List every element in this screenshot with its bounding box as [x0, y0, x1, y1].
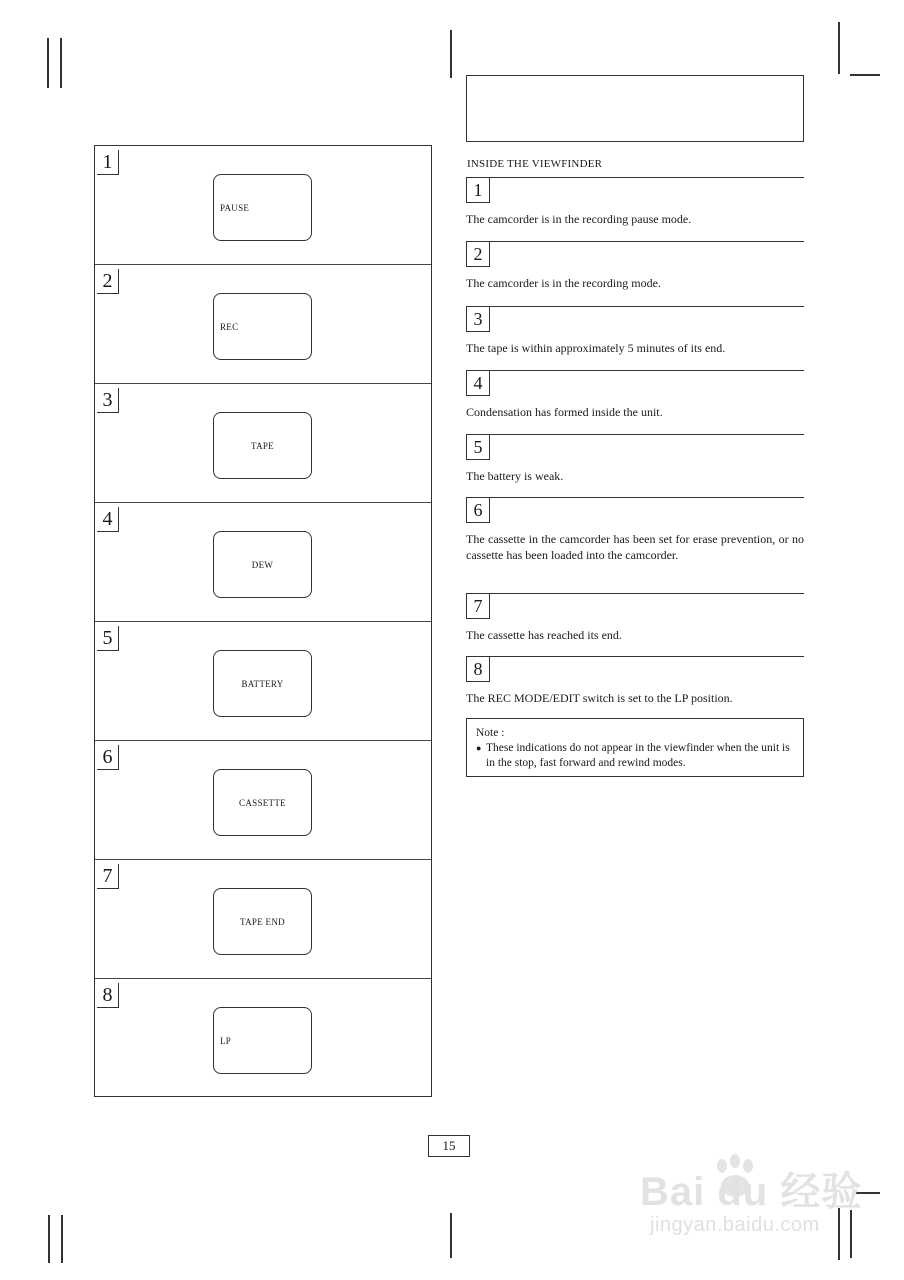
watermark-logo-text: Bai du 经验	[640, 1170, 863, 1214]
screen-indicator: TAPE	[251, 440, 274, 451]
item-text: The cassette has reached its end.	[466, 628, 622, 642]
screen-indicator: CASSETTE	[239, 797, 286, 808]
viewfinder-screen	[213, 412, 312, 479]
item-rule	[490, 434, 804, 435]
item-rule	[490, 241, 804, 242]
row-number: 8	[97, 983, 119, 1008]
note-item	[476, 741, 795, 771]
item-number: 5	[466, 434, 490, 460]
row-number: 2	[97, 269, 119, 294]
crop-mark	[850, 74, 880, 76]
viewfinder-row-8	[95, 978, 431, 1098]
viewfinder-row-6	[95, 740, 431, 860]
viewfinder-row-5	[95, 621, 431, 741]
note-title: Note :	[476, 727, 505, 739]
row-number: 5	[97, 626, 119, 651]
title-box	[466, 75, 804, 142]
viewfinder-screen	[213, 174, 312, 241]
screen-indicator: LP	[220, 1035, 232, 1046]
crop-mark	[450, 1213, 452, 1258]
item-rule	[490, 656, 804, 657]
item-text: The tape is within approximately 5 minutes of its end.	[466, 341, 726, 355]
row-number: 1	[97, 150, 119, 175]
watermark-url: jingyan.baidu.com	[650, 1214, 820, 1236]
item-number: 1	[466, 177, 490, 203]
item-text: The camcorder is in the recording pause mode.	[466, 212, 692, 226]
section-heading: INSIDE THE VIEWFINDER	[467, 158, 603, 170]
item-rule	[490, 177, 804, 178]
screen-indicator: REC	[220, 321, 239, 332]
item-rule	[490, 497, 804, 498]
crop-mark	[48, 1215, 50, 1263]
item-number: 3	[466, 306, 490, 332]
crop-mark	[60, 38, 62, 88]
viewfinder-panel	[94, 145, 432, 1097]
row-number: 6	[97, 745, 119, 770]
viewfinder-screen	[213, 531, 312, 598]
item-number: 8	[466, 656, 490, 682]
bullet-icon: ●	[476, 743, 482, 753]
row-number: 7	[97, 864, 119, 889]
item-text: The REC MODE/EDIT switch is set to the LP position.	[466, 691, 733, 705]
item-rule	[490, 306, 804, 307]
screen-indicator: BATTERY	[241, 678, 284, 689]
item-number: 7	[466, 593, 490, 619]
item-number: 4	[466, 370, 490, 396]
viewfinder-row-1	[95, 146, 431, 265]
note-text: These indications do not appear in the viewfinder when the unit is in the stop, fast forward and rewind modes.	[486, 742, 790, 769]
screen-indicator: DEW	[251, 559, 274, 570]
note-box	[466, 718, 804, 777]
viewfinder-row-7	[95, 859, 431, 979]
item-rule	[490, 593, 804, 594]
page-number: 15	[428, 1135, 470, 1157]
row-number: 4	[97, 507, 119, 532]
screen-indicator: PAUSE	[220, 202, 250, 213]
viewfinder-row-2	[95, 264, 431, 384]
item-text: The battery is weak.	[466, 469, 564, 483]
viewfinder-screen	[213, 293, 312, 360]
viewfinder-row-4	[95, 502, 431, 622]
item-text: The cassette in the camcorder has been set for erase prevention, or no cassette has been loaded into the camcorder.	[466, 532, 804, 562]
item-rule	[490, 370, 804, 371]
viewfinder-row-3	[95, 383, 431, 503]
baidu-watermark	[640, 1160, 870, 1250]
crop-mark	[838, 22, 840, 74]
viewfinder-screen	[213, 888, 312, 955]
viewfinder-screen	[213, 769, 312, 836]
crop-mark	[47, 38, 49, 88]
item-text: The camcorder is in the recording mode.	[466, 276, 661, 290]
item-number: 2	[466, 241, 490, 267]
row-number: 3	[97, 388, 119, 413]
screen-indicator: TAPE END	[240, 916, 285, 927]
item-text: Condensation has formed inside the unit.	[466, 405, 663, 419]
crop-mark	[61, 1215, 63, 1263]
viewfinder-screen	[213, 1007, 312, 1074]
crop-mark	[450, 30, 452, 78]
viewfinder-screen	[213, 650, 312, 717]
item-number: 6	[466, 497, 490, 523]
